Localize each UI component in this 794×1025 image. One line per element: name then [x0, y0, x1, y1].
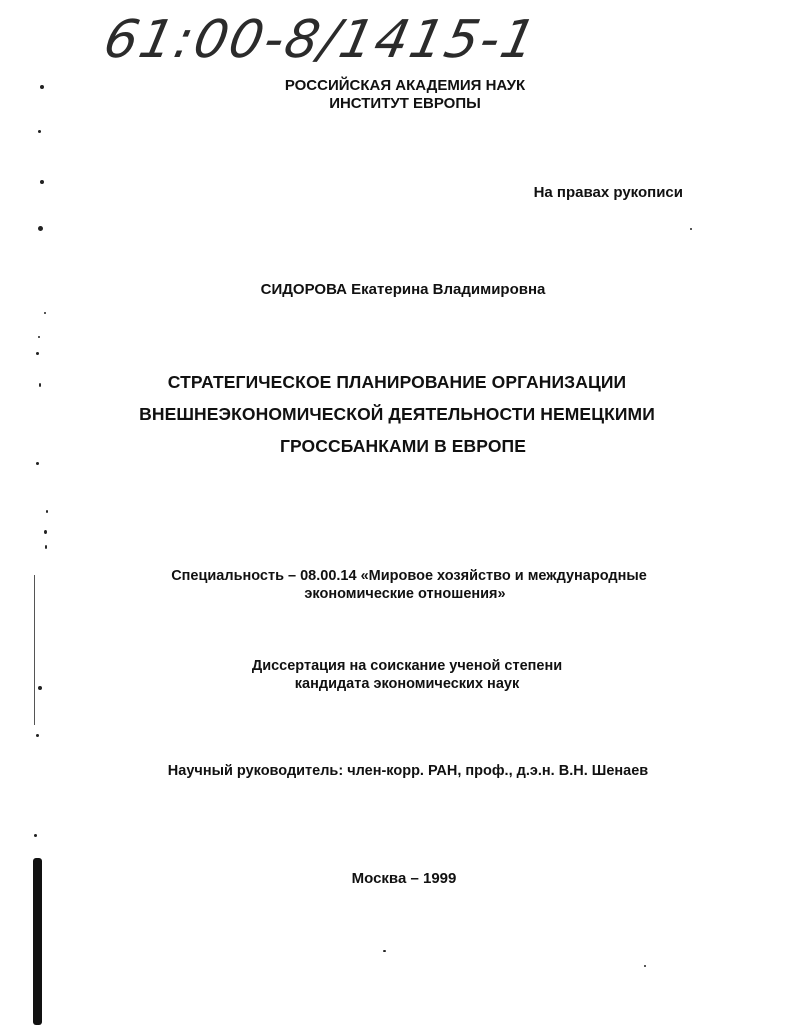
- dissertation-line-1: Диссертация на соискание ученой степени: [251, 658, 563, 674]
- scan-edge-line: [34, 575, 35, 725]
- organization-academy: РОССИЙСКАЯ АКАДЕМИЯ НАУК: [284, 77, 526, 94]
- specialty-line-1: Специальность – 08.00.14 «Мировое хозяйство и международные: [171, 568, 647, 584]
- scan-speck: [36, 734, 39, 737]
- scan-speck: [383, 950, 386, 952]
- author-name: СИДОРОВА Екатерина Владимировна: [260, 281, 546, 298]
- scan-speck: [38, 336, 40, 338]
- specialty-line-2: экономические отношения»: [304, 586, 506, 602]
- scan-speck: [34, 834, 37, 837]
- scan-speck: [38, 226, 43, 231]
- scan-edge-shadow: [33, 858, 42, 1025]
- scan-speck: [36, 462, 39, 465]
- handwritten-archive-number: 61:00-8/1415-1: [98, 10, 543, 70]
- title-line-1: СТРАТЕГИЧЕСКОЕ ПЛАНИРОВАНИЕ ОРГАНИЗАЦИИ: [167, 372, 627, 392]
- scan-speck: [36, 352, 39, 355]
- scan-speck: [39, 383, 41, 387]
- scan-speck: [46, 510, 48, 513]
- scan-speck: [38, 130, 41, 133]
- scan-speck: [40, 85, 44, 89]
- scan-speck: [45, 545, 47, 549]
- scan-speck: [44, 530, 47, 534]
- dissertation-line-2: кандидата экономических наук: [294, 676, 520, 692]
- scan-speck: [38, 686, 42, 690]
- scan-speck: [644, 965, 646, 967]
- title-line-3: ГРОССБАНКАМИ В ЕВРОПЕ: [280, 436, 526, 456]
- title-line-2: ВНЕШНЕЭКОНОМИЧЕСКОЙ ДЕЯТЕЛЬНОСТИ НЕМЕЦКИМИ: [139, 404, 655, 424]
- rights-note: На правах рукописи: [533, 184, 683, 201]
- scientific-advisor: Научный руководитель: член-корр. РАН, проф., д.э.н. В.Н. Шенаев: [167, 763, 649, 779]
- place-and-year: Москва – 1999: [351, 870, 457, 887]
- scan-speck: [44, 312, 46, 314]
- scan-speck: [690, 228, 692, 230]
- scan-speck: [40, 180, 44, 184]
- organization-institute: ИНСТИТУТ ЕВРОПЫ: [329, 95, 481, 112]
